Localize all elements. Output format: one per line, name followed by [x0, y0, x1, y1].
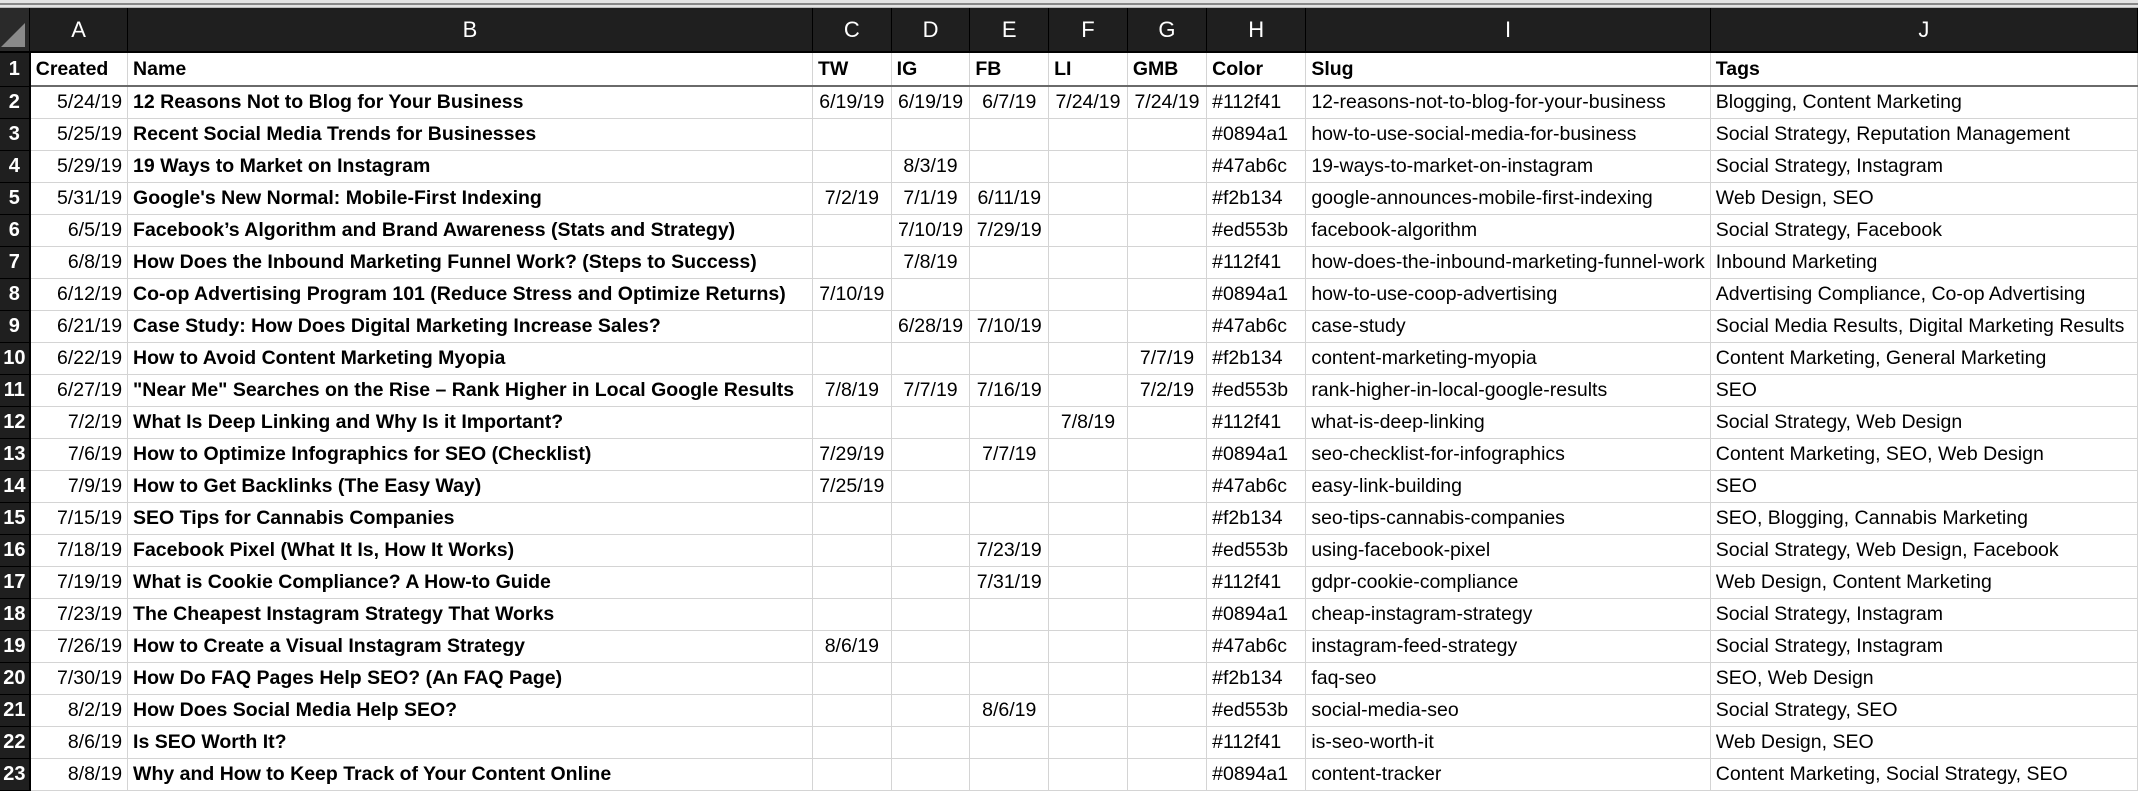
cell-fb[interactable]: 6/7/19 [970, 86, 1049, 118]
header-cell-slug[interactable]: Slug [1306, 52, 1710, 86]
cell-slug[interactable]: facebook-algorithm [1306, 214, 1710, 246]
cell-li[interactable] [1049, 374, 1128, 406]
cell-color[interactable]: #47ab6c [1207, 630, 1306, 662]
cell-li[interactable] [1049, 150, 1128, 182]
row-header[interactable]: 22 [0, 726, 30, 758]
cell-li[interactable] [1049, 342, 1128, 374]
cell-slug[interactable]: 12-reasons-not-to-blog-for-your-business [1306, 86, 1710, 118]
cell-gmb[interactable] [1127, 662, 1206, 694]
cell-slug[interactable]: easy-link-building [1306, 470, 1710, 502]
cell-name[interactable]: 12 Reasons Not to Blog for Your Business [128, 86, 813, 118]
cell-tw[interactable] [812, 598, 891, 630]
table-row [0, 598, 2138, 630]
cell-color[interactable]: #47ab6c [1207, 470, 1306, 502]
cell-color[interactable]: #0894a1 [1207, 118, 1306, 150]
row-header[interactable]: 19 [0, 630, 30, 662]
cell-ig[interactable]: 6/28/19 [891, 310, 970, 342]
row-header[interactable]: 18 [0, 598, 30, 630]
cell-tags[interactable]: Social Strategy, Instagram [1710, 598, 2137, 630]
row-header[interactable]: 15 [0, 502, 30, 534]
cell-slug[interactable]: instagram-feed-strategy [1306, 630, 1710, 662]
cell-slug[interactable]: seo-tips-cannabis-companies [1306, 502, 1710, 534]
cell-color[interactable]: #0894a1 [1207, 598, 1306, 630]
cell-created[interactable]: 6/8/19 [30, 246, 128, 278]
cell-ig[interactable] [891, 662, 970, 694]
cell-gmb[interactable] [1127, 118, 1206, 150]
cell-li[interactable] [1049, 694, 1128, 726]
table-row [0, 662, 2138, 694]
header-cell-name[interactable]: Name [128, 52, 813, 86]
table-row [0, 470, 2138, 502]
cell-li[interactable] [1049, 246, 1128, 278]
cell-li[interactable] [1049, 726, 1128, 758]
cell-color[interactable]: #0894a1 [1207, 758, 1306, 790]
cell-tags[interactable]: Content Marketing, General Marketing [1710, 342, 2137, 374]
cell-name[interactable]: Case Study: How Does Digital Marketing Increase Sales? [128, 310, 813, 342]
cell-tw[interactable] [812, 694, 891, 726]
cell-name[interactable]: What Is Deep Linking and Why Is it Important? [128, 406, 813, 438]
table-row [0, 758, 2138, 790]
cell-tags[interactable]: Social Media Results, Digital Marketing Results [1710, 310, 2137, 342]
cell-tw[interactable]: 7/10/19 [812, 278, 891, 310]
cell-created[interactable]: 7/19/19 [30, 566, 128, 598]
row-header[interactable]: 21 [0, 694, 30, 726]
cell-name[interactable]: How Does Social Media Help SEO? [128, 694, 813, 726]
cell-li[interactable] [1049, 470, 1128, 502]
cell-li[interactable] [1049, 630, 1128, 662]
cell-ig[interactable]: 6/19/19 [891, 86, 970, 118]
column-header-e[interactable]: E [970, 8, 1049, 52]
cell-fb[interactable]: 7/29/19 [970, 214, 1049, 246]
row-header[interactable]: 8 [0, 278, 30, 310]
table-row [0, 438, 2138, 470]
cell-ig[interactable] [891, 694, 970, 726]
header-cell-tw[interactable]: TW [812, 52, 891, 86]
cell-tw[interactable] [812, 534, 891, 566]
cell-name[interactable]: How Do FAQ Pages Help SEO? (An FAQ Page) [128, 662, 813, 694]
cell-tags[interactable]: SEO [1710, 470, 2137, 502]
cell-gmb[interactable] [1127, 502, 1206, 534]
cell-li[interactable] [1049, 502, 1128, 534]
table-row [0, 406, 2138, 438]
cell-gmb[interactable] [1127, 246, 1206, 278]
cell-gmb[interactable] [1127, 758, 1206, 790]
table-row [0, 310, 2138, 342]
column-header-d[interactable]: D [891, 8, 970, 52]
cell-name[interactable]: How to Optimize Infographics for SEO (Checklist) [128, 438, 813, 470]
cell-tw[interactable] [812, 118, 891, 150]
header-cell-gmb[interactable]: GMB [1127, 52, 1206, 86]
cell-name[interactable]: Co-op Advertising Program 101 (Reduce Stress and Optimize Returns) [128, 278, 813, 310]
column-header-g[interactable]: G [1127, 8, 1206, 52]
cell-fb[interactable] [970, 726, 1049, 758]
cell-ig[interactable] [891, 630, 970, 662]
cell-tw[interactable] [812, 150, 891, 182]
cell-color[interactable]: #47ab6c [1207, 150, 1306, 182]
header-cell-li[interactable]: LI [1049, 52, 1128, 86]
cell-ig[interactable]: 7/7/19 [891, 374, 970, 406]
cell-fb[interactable] [970, 630, 1049, 662]
table-row [0, 86, 2138, 118]
cell-color[interactable]: #f2b134 [1207, 342, 1306, 374]
table-row [0, 566, 2138, 598]
cell-tw[interactable]: 8/6/19 [812, 630, 891, 662]
header-data-row [0, 52, 2138, 86]
cell-name[interactable]: How to Get Backlinks (The Easy Way) [128, 470, 813, 502]
cell-fb[interactable] [970, 406, 1049, 438]
header-cell-created[interactable]: Created [30, 52, 128, 86]
row-header[interactable]: 11 [0, 374, 30, 406]
cell-fb[interactable] [970, 150, 1049, 182]
cell-gmb[interactable]: 7/2/19 [1127, 374, 1206, 406]
cell-fb[interactable] [970, 278, 1049, 310]
cell-gmb[interactable] [1127, 630, 1206, 662]
cell-ig[interactable]: 7/8/19 [891, 246, 970, 278]
cell-gmb[interactable] [1127, 182, 1206, 214]
cell-tw[interactable] [812, 662, 891, 694]
cell-color[interactable]: #ed553b [1207, 214, 1306, 246]
cell-ig[interactable] [891, 342, 970, 374]
cell-created[interactable]: 5/25/19 [30, 118, 128, 150]
cell-tags[interactable]: Social Strategy, Web Design [1710, 406, 2137, 438]
table-row [0, 374, 2138, 406]
cell-li[interactable] [1049, 758, 1128, 790]
cell-tags[interactable]: Social Strategy, SEO [1710, 694, 2137, 726]
cell-created[interactable]: 6/27/19 [30, 374, 128, 406]
cell-gmb[interactable] [1127, 534, 1206, 566]
cell-li[interactable]: 7/24/19 [1049, 86, 1128, 118]
cell-fb[interactable] [970, 662, 1049, 694]
row-header[interactable]: 6 [0, 214, 30, 246]
cell-name[interactable]: 19 Ways to Market on Instagram [128, 150, 813, 182]
cell-tw[interactable] [812, 566, 891, 598]
cell-slug[interactable]: content-tracker [1306, 758, 1710, 790]
cell-gmb[interactable] [1127, 214, 1206, 246]
cell-li[interactable]: 7/8/19 [1049, 406, 1128, 438]
cell-created[interactable]: 5/29/19 [30, 150, 128, 182]
cell-color[interactable]: #0894a1 [1207, 438, 1306, 470]
cell-slug[interactable]: content-marketing-myopia [1306, 342, 1710, 374]
cell-tags[interactable]: Social Strategy, Instagram [1710, 630, 2137, 662]
column-header-h[interactable]: H [1207, 8, 1306, 52]
cell-gmb[interactable] [1127, 566, 1206, 598]
cell-fb[interactable] [970, 470, 1049, 502]
cell-tags[interactable]: Web Design, SEO [1710, 182, 2137, 214]
cell-slug[interactable]: seo-checklist-for-infographics [1306, 438, 1710, 470]
cell-fb[interactable]: 7/16/19 [970, 374, 1049, 406]
cell-tags[interactable]: Social Strategy, Reputation Management [1710, 118, 2137, 150]
cell-slug[interactable]: social-media-seo [1306, 694, 1710, 726]
cell-name[interactable]: "Near Me" Searches on the Rise – Rank Higher in Local Google Results [128, 374, 813, 406]
cell-li[interactable] [1049, 662, 1128, 694]
cell-gmb[interactable] [1127, 438, 1206, 470]
column-header-a[interactable]: A [30, 8, 128, 52]
cell-color[interactable]: #0894a1 [1207, 278, 1306, 310]
cell-fb[interactable] [970, 758, 1049, 790]
column-header-c[interactable]: C [812, 8, 891, 52]
cell-li[interactable] [1049, 182, 1128, 214]
cell-name[interactable]: Why and How to Keep Track of Your Content Online [128, 758, 813, 790]
cell-name[interactable]: How to Avoid Content Marketing Myopia [128, 342, 813, 374]
cell-color[interactable]: #ed553b [1207, 534, 1306, 566]
cell-tw[interactable] [812, 214, 891, 246]
cell-created[interactable]: 5/24/19 [30, 86, 128, 118]
table-row [0, 118, 2138, 150]
header-cell-color[interactable]: Color [1207, 52, 1306, 86]
cell-color[interactable]: #112f41 [1207, 246, 1306, 278]
cell-slug[interactable]: case-study [1306, 310, 1710, 342]
cell-created[interactable]: 7/9/19 [30, 470, 128, 502]
cell-gmb[interactable] [1127, 406, 1206, 438]
cell-li[interactable] [1049, 566, 1128, 598]
cell-ig[interactable] [891, 278, 970, 310]
cell-ig[interactable] [891, 566, 970, 598]
cell-li[interactable] [1049, 438, 1128, 470]
cell-created[interactable]: 7/6/19 [30, 438, 128, 470]
cell-tags[interactable]: Content Marketing, SEO, Web Design [1710, 438, 2137, 470]
spreadsheet-grid[interactable] [0, 8, 2138, 791]
cell-ig[interactable] [891, 470, 970, 502]
cell-gmb[interactable] [1127, 726, 1206, 758]
cell-gmb[interactable] [1127, 598, 1206, 630]
cell-tags[interactable]: Web Design, SEO [1710, 726, 2137, 758]
row-header[interactable]: 14 [0, 470, 30, 502]
cell-tags[interactable]: SEO [1710, 374, 2137, 406]
cell-ig[interactable]: 7/1/19 [891, 182, 970, 214]
row-header[interactable]: 4 [0, 150, 30, 182]
row-header[interactable]: 2 [0, 86, 30, 118]
cell-slug[interactable]: what-is-deep-linking [1306, 406, 1710, 438]
cell-slug[interactable]: using-facebook-pixel [1306, 534, 1710, 566]
table-row [0, 534, 2138, 566]
cell-fb[interactable]: 7/10/19 [970, 310, 1049, 342]
cell-created[interactable]: 6/22/19 [30, 342, 128, 374]
table-row [0, 630, 2138, 662]
cell-gmb[interactable] [1127, 278, 1206, 310]
cell-li[interactable] [1049, 310, 1128, 342]
cell-ig[interactable]: 8/3/19 [891, 150, 970, 182]
cell-name[interactable]: Facebook Pixel (What It Is, How It Works) [128, 534, 813, 566]
table-row [0, 278, 2138, 310]
cell-fb[interactable]: 7/23/19 [970, 534, 1049, 566]
row-header[interactable]: 17 [0, 566, 30, 598]
cell-li[interactable] [1049, 534, 1128, 566]
cell-created[interactable]: 6/21/19 [30, 310, 128, 342]
cell-ig[interactable] [891, 438, 970, 470]
cell-ig[interactable] [891, 118, 970, 150]
cell-slug[interactable]: how-to-use-social-media-for-business [1306, 118, 1710, 150]
cell-tw[interactable] [812, 758, 891, 790]
row-header[interactable]: 13 [0, 438, 30, 470]
cell-created[interactable]: 6/12/19 [30, 278, 128, 310]
cell-tw[interactable] [812, 310, 891, 342]
header-cell-fb[interactable]: FB [970, 52, 1049, 86]
cell-name[interactable]: Is SEO Worth It? [128, 726, 813, 758]
cell-name[interactable]: How to Create a Visual Instagram Strategy [128, 630, 813, 662]
header-cell-tags[interactable]: Tags [1710, 52, 2137, 86]
cell-gmb[interactable]: 7/24/19 [1127, 86, 1206, 118]
cell-fb[interactable] [970, 342, 1049, 374]
cell-slug[interactable]: how-does-the-inbound-marketing-funnel-work [1306, 246, 1710, 278]
cell-slug[interactable]: cheap-instagram-strategy [1306, 598, 1710, 630]
cell-created[interactable]: 8/2/19 [30, 694, 128, 726]
cell-tw[interactable] [812, 246, 891, 278]
cell-created[interactable]: 7/18/19 [30, 534, 128, 566]
cell-color[interactable]: #112f41 [1207, 566, 1306, 598]
cell-fb[interactable] [970, 118, 1049, 150]
cell-color[interactable]: #ed553b [1207, 694, 1306, 726]
cell-name[interactable]: SEO Tips for Cannabis Companies [128, 502, 813, 534]
cell-fb[interactable]: 7/7/19 [970, 438, 1049, 470]
column-header-row [0, 8, 2138, 52]
cell-tw[interactable]: 7/8/19 [812, 374, 891, 406]
cell-ig[interactable] [891, 406, 970, 438]
cell-tw[interactable] [812, 502, 891, 534]
cell-tw[interactable]: 6/19/19 [812, 86, 891, 118]
cell-tags[interactable]: Social Strategy, Facebook [1710, 214, 2137, 246]
cell-ig[interactable] [891, 502, 970, 534]
cell-slug[interactable]: gdpr-cookie-compliance [1306, 566, 1710, 598]
table-row [0, 246, 2138, 278]
cell-tw[interactable] [812, 342, 891, 374]
cell-color[interactable]: #112f41 [1207, 86, 1306, 118]
cell-tags[interactable]: Advertising Compliance, Co-op Advertising [1710, 278, 2137, 310]
cell-tags[interactable]: Inbound Marketing [1710, 246, 2137, 278]
cell-created[interactable]: 7/2/19 [30, 406, 128, 438]
cell-color[interactable]: #f2b134 [1207, 662, 1306, 694]
cell-tw[interactable]: 7/2/19 [812, 182, 891, 214]
select-all-triangle-icon [1, 23, 25, 47]
cell-created[interactable]: 8/6/19 [30, 726, 128, 758]
cell-slug[interactable]: 19-ways-to-market-on-instagram [1306, 150, 1710, 182]
table-row [0, 502, 2138, 534]
cell-name[interactable]: The Cheapest Instagram Strategy That Works [128, 598, 813, 630]
cell-fb[interactable] [970, 246, 1049, 278]
cell-slug[interactable]: google-announces-mobile-first-indexing [1306, 182, 1710, 214]
row-header[interactable]: 10 [0, 342, 30, 374]
row-header[interactable]: 12 [0, 406, 30, 438]
cell-tags[interactable]: Web Design, Content Marketing [1710, 566, 2137, 598]
cell-color[interactable]: #47ab6c [1207, 310, 1306, 342]
cell-name[interactable]: Recent Social Media Trends for Businesses [128, 118, 813, 150]
table-row [0, 182, 2138, 214]
cell-fb[interactable]: 8/6/19 [970, 694, 1049, 726]
cell-tags[interactable]: SEO, Blogging, Cannabis Marketing [1710, 502, 2137, 534]
row-header[interactable]: 7 [0, 246, 30, 278]
cell-fb[interactable] [970, 598, 1049, 630]
cell-li[interactable] [1049, 278, 1128, 310]
cell-li[interactable] [1049, 598, 1128, 630]
cell-slug[interactable]: how-to-use-coop-advertising [1306, 278, 1710, 310]
top-bar-line [0, 3, 2138, 5]
window-top-bar [0, 0, 2138, 8]
cell-tags[interactable]: Blogging, Content Marketing [1710, 86, 2137, 118]
cell-name[interactable]: Google's New Normal: Mobile-First Indexing [128, 182, 813, 214]
cell-created[interactable]: 7/30/19 [30, 662, 128, 694]
row-header[interactable]: 5 [0, 182, 30, 214]
cell-li[interactable] [1049, 118, 1128, 150]
row-header[interactable]: 20 [0, 662, 30, 694]
cell-color[interactable]: #112f41 [1207, 406, 1306, 438]
cell-created[interactable]: 5/31/19 [30, 182, 128, 214]
cell-gmb[interactable] [1127, 470, 1206, 502]
cell-tw[interactable]: 7/29/19 [812, 438, 891, 470]
table-row [0, 150, 2138, 182]
cell-tags[interactable]: Social Strategy, Instagram [1710, 150, 2137, 182]
table-row [0, 726, 2138, 758]
cell-created[interactable]: 6/5/19 [30, 214, 128, 246]
cell-ig[interactable] [891, 598, 970, 630]
cell-color[interactable]: #112f41 [1207, 726, 1306, 758]
table-row [0, 342, 2138, 374]
column-header-b[interactable]: B [128, 8, 813, 52]
cell-slug[interactable]: rank-higher-in-local-google-results [1306, 374, 1710, 406]
cell-gmb[interactable] [1127, 694, 1206, 726]
cell-slug[interactable]: faq-seo [1306, 662, 1710, 694]
cell-slug[interactable]: is-seo-worth-it [1306, 726, 1710, 758]
cell-created[interactable]: 7/15/19 [30, 502, 128, 534]
cell-tw[interactable] [812, 726, 891, 758]
cell-created[interactable]: 8/8/19 [30, 758, 128, 790]
cell-name[interactable]: Facebook’s Algorithm and Brand Awareness (Stats and Strategy) [128, 214, 813, 246]
cell-name[interactable]: How Does the Inbound Marketing Funnel Work? (Steps to Success) [128, 246, 813, 278]
select-all-corner[interactable] [0, 8, 30, 52]
cell-color[interactable]: #ed553b [1207, 374, 1306, 406]
cell-tags[interactable]: SEO, Web Design [1710, 662, 2137, 694]
cell-ig[interactable] [891, 726, 970, 758]
cell-gmb[interactable] [1127, 310, 1206, 342]
cell-fb[interactable]: 6/11/19 [970, 182, 1049, 214]
table-row [0, 214, 2138, 246]
cell-gmb[interactable]: 7/7/19 [1127, 342, 1206, 374]
cell-fb[interactable] [970, 502, 1049, 534]
cell-color[interactable]: #f2b134 [1207, 502, 1306, 534]
row-header[interactable]: 23 [0, 758, 30, 790]
row-header[interactable]: 9 [0, 310, 30, 342]
row-header-1[interactable]: 1 [0, 52, 30, 86]
cell-ig[interactable] [891, 758, 970, 790]
cell-ig[interactable] [891, 534, 970, 566]
row-header[interactable]: 3 [0, 118, 30, 150]
cell-name[interactable]: What is Cookie Compliance? A How-to Guide [128, 566, 813, 598]
cell-color[interactable]: #f2b134 [1207, 182, 1306, 214]
column-header-j[interactable]: J [1710, 8, 2137, 52]
header-cell-ig[interactable]: IG [891, 52, 970, 86]
cell-ig[interactable]: 7/10/19 [891, 214, 970, 246]
cell-created[interactable]: 7/23/19 [30, 598, 128, 630]
cell-tags[interactable]: Content Marketing, Social Strategy, SEO [1710, 758, 2137, 790]
cell-tags[interactable]: Social Strategy, Web Design, Facebook [1710, 534, 2137, 566]
column-header-i[interactable]: I [1306, 8, 1710, 52]
cell-li[interactable] [1049, 214, 1128, 246]
cell-tw[interactable] [812, 406, 891, 438]
cell-tw[interactable]: 7/25/19 [812, 470, 891, 502]
table-row [0, 694, 2138, 726]
cell-gmb[interactable] [1127, 150, 1206, 182]
cell-created[interactable]: 7/26/19 [30, 630, 128, 662]
cell-fb[interactable]: 7/31/19 [970, 566, 1049, 598]
row-header[interactable]: 16 [0, 534, 30, 566]
column-header-f[interactable]: F [1049, 8, 1128, 52]
